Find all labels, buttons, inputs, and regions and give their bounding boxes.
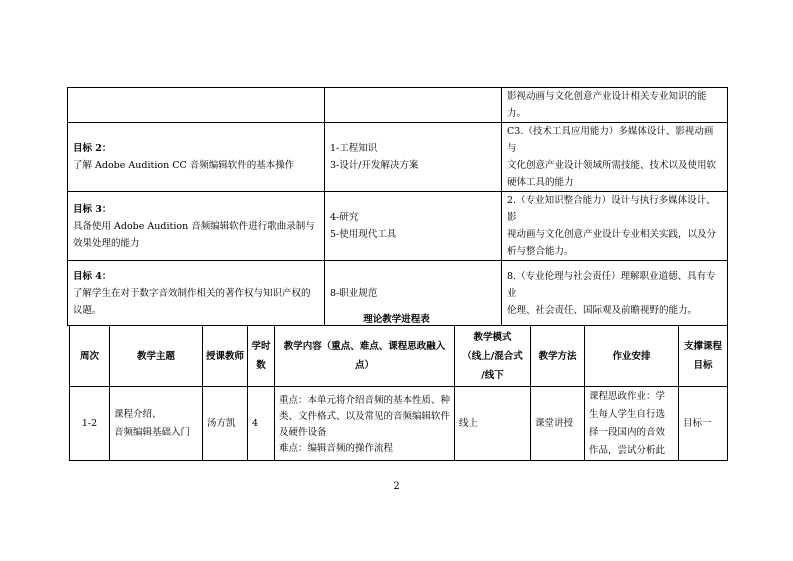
- schedule-row: [70, 387, 728, 461]
- cell-teacher: 汤方凯: [203, 387, 248, 461]
- header-teacher: 授课教师: [203, 326, 248, 387]
- objective-title: 目标 3：: [73, 203, 112, 215]
- objective-cell: [68, 123, 325, 192]
- cell-topic: 课程介绍、 音频编辑基础入门: [110, 387, 203, 461]
- header-mode: 教学模式 （线上/混合式 /线下: [455, 326, 531, 387]
- points-cell: 8-职业规范: [325, 261, 502, 326]
- objective-row: [68, 123, 728, 192]
- cell-hours: 4: [248, 387, 275, 461]
- ability-cell: 2.（专业知识整合能力）设计与执行多媒体设计、影 视动画与文化创意产业设计专业相关实践，以及分 析与整合能力。: [502, 192, 728, 261]
- cell-support: 目标一: [679, 387, 728, 461]
- header-week: 周次: [70, 326, 110, 387]
- objective-desc: 了解 Adobe Audition CC 音频编辑软件的基本操作: [73, 160, 295, 171]
- schedule-header-row: [70, 326, 728, 387]
- cell-mode: 线上: [455, 387, 531, 461]
- objective-title: 目标 4：: [73, 270, 112, 282]
- schedule-table: [69, 325, 728, 461]
- header-method: 教学方法: [531, 326, 585, 387]
- objectives-table: [67, 87, 728, 326]
- points-cell: 1-工程知识 3-设计/开发解决方案: [325, 123, 502, 192]
- section-title: 理论教学进程表: [363, 314, 430, 325]
- ability-cell: 8.（专业伦理与社会责任）理解职业道德、具有专业 伦理、社会责任、国际观及前瞻视野的能力。: [502, 261, 728, 326]
- cell-homework: 课程思政作业：学 生每人学生自行选 择一段国内的音效 作品，尝试分析此: [585, 387, 679, 461]
- page-number: 2: [393, 481, 400, 492]
- objective-row: [68, 88, 728, 123]
- objective-title: 目标 2：: [73, 143, 112, 154]
- header-support: 支撑课程目标: [679, 326, 728, 387]
- ability-cell: 影视动画与文化创意产业设计相关专业知识的能 力。: [502, 88, 728, 123]
- cell-method: 课堂讲授: [531, 387, 585, 461]
- objective-row: [68, 192, 728, 261]
- cell-content: 重点：本单元将介绍音频的基本性质、种 类、文件格式、以及常见的音频编辑软件 及硬件设备 难点：编辑音频的操作流程: [275, 387, 455, 461]
- points-cell: [325, 88, 502, 123]
- header-topic: 教学主题: [110, 326, 203, 387]
- cell-week: 1-2: [70, 387, 110, 461]
- header-hours: 学时数: [248, 326, 275, 387]
- header-homework: 作业安排: [585, 326, 679, 387]
- objective-desc: 具备使用 Adobe Audition 音频编辑软件进行歌曲录制与效果处理的能力: [73, 220, 315, 249]
- objective-cell: [68, 192, 325, 261]
- objective-cell: [68, 88, 325, 123]
- header-content: 教学内容（重点、难点、课程思政融入点）: [275, 326, 455, 387]
- objective-desc: 了解学生在对于数字音效制作相关的著作权与知识产权的议题。: [73, 287, 311, 316]
- ability-cell: C3.（技术工具应用能力）多媒体设计、影视动画与 文化创意产业设计领域所需技能、技术以及使用软 硬体工具的能力: [502, 123, 728, 192]
- points-cell: 4-研究 5-使用现代工具: [325, 192, 502, 261]
